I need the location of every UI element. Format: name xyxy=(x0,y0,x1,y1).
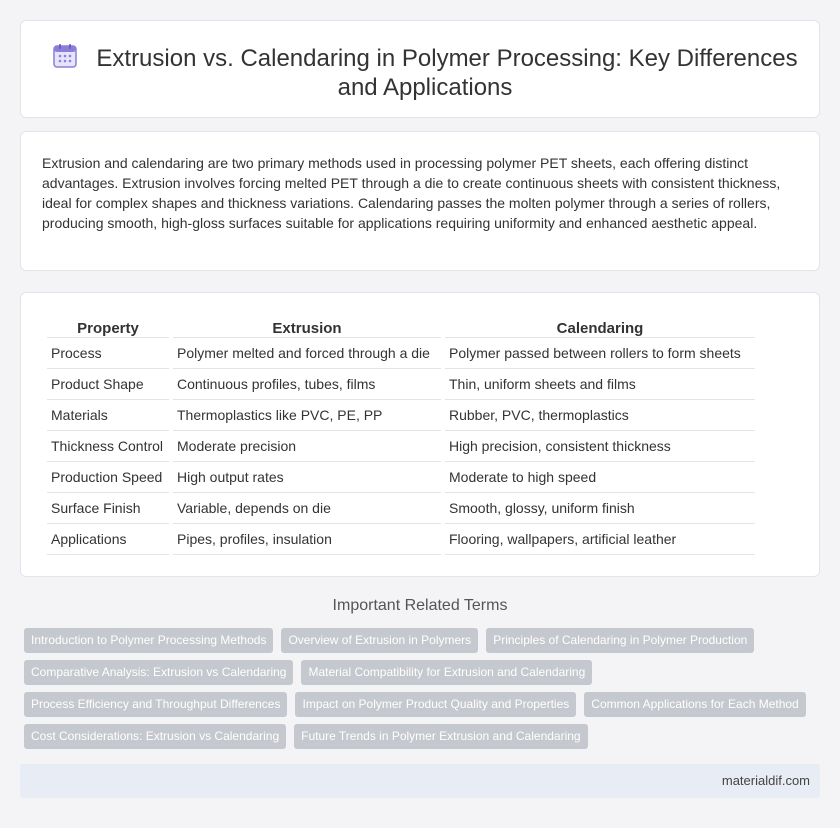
related-term-tag[interactable]: Impact on Polymer Product Quality and Properties xyxy=(295,692,576,717)
table-cell: Thin, uniform sheets and films xyxy=(445,369,755,400)
table-cell: Polymer melted and forced through a die xyxy=(173,338,441,369)
related-term-tag[interactable]: Cost Considerations: Extrusion vs Calendaring xyxy=(24,724,286,749)
table-cell: Surface Finish xyxy=(47,493,169,524)
table-cell: Pipes, profiles, insulation xyxy=(173,524,441,555)
header-calendaring: Calendaring xyxy=(445,315,755,338)
table-cell: Moderate to high speed xyxy=(445,462,755,493)
table-row xyxy=(47,493,755,524)
related-term-tag[interactable]: Principles of Calendaring in Polymer Production xyxy=(486,628,754,653)
table-cell: Moderate precision xyxy=(173,431,441,462)
intro-card xyxy=(20,131,820,271)
related-term-tag[interactable]: Introduction to Polymer Processing Methods xyxy=(24,628,273,653)
table-cell: High output rates xyxy=(173,462,441,493)
table-cell: Process xyxy=(47,338,169,369)
table-row xyxy=(47,524,755,555)
related-term-tag[interactable]: Material Compatibility for Extrusion and Calendaring xyxy=(301,660,592,685)
table-row xyxy=(47,369,755,400)
table-cell: High precision, consistent thickness xyxy=(445,431,755,462)
table-cell: Smooth, glossy, uniform finish xyxy=(445,493,755,524)
calendar-icon xyxy=(52,43,78,69)
table-cell: Variable, depends on die xyxy=(173,493,441,524)
related-terms-heading: Important Related Terms xyxy=(332,597,508,614)
related-term-tag[interactable]: Comparative Analysis: Extrusion vs Calendaring xyxy=(24,660,293,685)
table-cell: Materials xyxy=(47,400,169,431)
table-cell: Rubber, PVC, thermoplastics xyxy=(445,400,755,431)
footer-site-link[interactable]: materialdif.com xyxy=(721,773,810,788)
header-property: Property xyxy=(47,315,169,338)
table-cell: Continuous profiles, tubes, films xyxy=(173,369,441,400)
comparison-card xyxy=(20,292,820,577)
table-row xyxy=(47,462,755,493)
table-cell: Flooring, wallpapers, artificial leather xyxy=(445,524,755,555)
related-term-tag[interactable]: Overview of Extrusion in Polymers xyxy=(281,628,478,653)
header-card xyxy=(20,20,820,118)
related-term-tag[interactable]: Common Applications for Each Method xyxy=(584,692,805,717)
table-cell: Production Speed xyxy=(47,462,169,493)
related-terms-list xyxy=(20,628,820,756)
header-extrusion: Extrusion xyxy=(173,315,441,338)
table-row xyxy=(47,400,755,431)
tag-row xyxy=(20,660,820,692)
page-title xyxy=(51,43,799,102)
tag-row xyxy=(20,692,820,724)
table-cell: Applications xyxy=(47,524,169,555)
tag-row xyxy=(20,724,820,756)
table-cell: Product Shape xyxy=(47,369,169,400)
related-term-tag[interactable]: Process Efficiency and Throughput Differences xyxy=(24,692,287,717)
table-cell: Polymer passed between rollers to form sheets xyxy=(445,338,755,369)
intro-paragraph: Extrusion and calendaring are two primary methods used in processing polymer PET sheets, each offering distinct advantages. Extrusion involves forcing melted PET through a die to create continuous sheets with consistent thickness, ideal for complex shapes and thickness variations. Calendaring passes the molten polymer through a series of rollers, producing smooth, high-gloss surfaces suitable for applications requiring uniformity and enhanced aesthetic appeal. xyxy=(42,155,781,231)
table-header-row xyxy=(47,315,755,338)
comparison-table xyxy=(43,315,759,555)
tag-row xyxy=(20,628,820,660)
related-term-tag[interactable]: Future Trends in Polymer Extrusion and Calendaring xyxy=(294,724,587,749)
table-row xyxy=(47,338,755,369)
table-row xyxy=(47,431,755,462)
table-cell: Thickness Control xyxy=(47,431,169,462)
footer xyxy=(20,764,820,798)
table-cell: Thermoplastics like PVC, PE, PP xyxy=(173,400,441,431)
page-title-text: Extrusion vs. Calendaring in Polymer Processing: Key Differences and Applications xyxy=(96,45,798,101)
